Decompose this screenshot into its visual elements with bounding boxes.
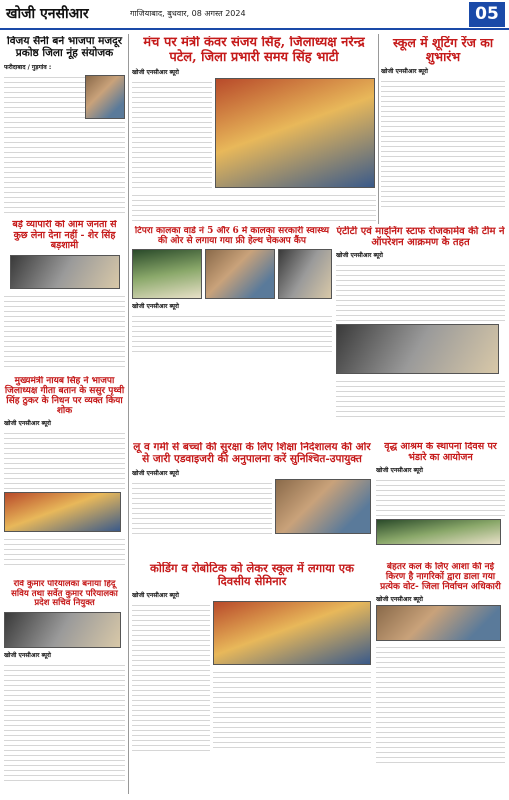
- column-rule: [128, 34, 129, 794]
- bhandara-photo: [376, 519, 501, 545]
- article-shooting-range: [381, 36, 505, 221]
- byline: खोजी एनसीआर ब्यूरो: [376, 596, 423, 604]
- newspaper-brand: खोजी एनसीआर: [6, 6, 89, 22]
- headline: टिपरा कालका वार्ड नं 5 और 6 में कालका सरकारी स्वास्थ्य की ओर से लगाया गया फ्री हेल्थ चेकअप कैंप: [134, 226, 330, 247]
- article-body: [132, 479, 272, 534]
- headline: एंटीटी एवं माइनिंग स्टाफ रोजकामेव की टीम ने ऑपरेशन आक्रमण के तहत: [336, 226, 505, 249]
- headline: विजय सैनी बने भाजपा मजदूर प्रकोष्ठ जिला नूंह संयोजक: [6, 36, 123, 59]
- article-body: [213, 668, 371, 752]
- byline: खोजी एनसीआर ब्यूरो: [132, 69, 179, 77]
- headline: बड़े व्यापारी को आम जनता से कुछ लेना देना नहीं - शेर सिंह बड़शामी: [12, 220, 117, 252]
- article-body: [132, 191, 376, 221]
- article-old-age-home: [376, 442, 505, 557]
- article-body: [132, 78, 212, 188]
- byline: खोजी एनसीआर ब्यूरो: [336, 252, 383, 260]
- headline: रवि कुमार परियालका बनाया हिंदू सविय तथा सर्वेत कुमार परियालका प्रदेश सचिव नियुक्त: [11, 580, 118, 609]
- health-camp-photo: [278, 249, 332, 299]
- byline: खोजी एनसीआर ब्यूरो: [4, 420, 51, 428]
- article-body: [336, 377, 505, 417]
- article-body: [4, 535, 125, 565]
- article-body: [132, 601, 210, 751]
- page-number: 05: [469, 2, 505, 27]
- headline: स्कूल में शूटिंग रेंज का शुभारंभ: [392, 36, 494, 64]
- headline: वृद्ध आश्रम के स्थापना दिवस पर भंडारे का आयोजन: [384, 442, 497, 463]
- article-body: [4, 292, 125, 370]
- article-sanjay-singh: [132, 36, 376, 221]
- article-body: [132, 312, 332, 356]
- headline: मुख्यमंत्री नायब सिंह ने भाजपा जिलाध्यक्ष गीता बतान के ससुर पृथ्वी सिंह ठुकर के निधन पर व्यक्त किया शोक: [4, 376, 125, 417]
- headline: कोडिंग व रोबोटिक को लेकर स्कूल में लगाया एक दिवसीय सेमिनार: [150, 562, 354, 588]
- condolence-photo: [4, 492, 121, 532]
- article-body: [376, 476, 505, 516]
- article-cm-condolence: [4, 376, 125, 576]
- article-heat-advisory: [132, 442, 372, 557]
- article-ravi-kumar: [4, 580, 125, 795]
- article-election-officer: [376, 562, 505, 795]
- article-operation-aakraman: [336, 226, 505, 436]
- article-body: [4, 429, 125, 489]
- article-coding-seminar: [132, 562, 372, 795]
- stage-photo: [215, 78, 375, 188]
- byline: खोजी एनसीआर ब्यूरो: [4, 651, 51, 659]
- article-body: [336, 261, 505, 321]
- article-sher-singh: [4, 220, 125, 370]
- team-photo: [336, 324, 499, 374]
- appointment-photo: [4, 612, 121, 648]
- article-health-camp: [132, 226, 332, 356]
- article-body: [381, 77, 505, 207]
- article-photo: [10, 255, 120, 289]
- officer-photo: [275, 479, 371, 534]
- byline: खोजी एनसीआर ब्यूरो: [376, 467, 423, 475]
- dateline: गाजियाबाद, बुधवार, 08 अगस्त 2024: [130, 9, 246, 18]
- column-rule: [378, 34, 379, 224]
- byline: खोजी एनसीआर ब्यूरो: [132, 591, 179, 599]
- headline: लू व गर्मी से बच्चों की सुरक्षा के लिए शिक्षा निदेशालय की ओर से जारी एडवाइजरी की अनुपालना करें सुनिश्चित-उपायुक्त: [133, 442, 371, 465]
- byline: खोजी एनसीआर ब्यूरो: [132, 469, 179, 477]
- headline: बेहतर कल के लिए आशा की नई किरण है नागरिकों द्वारा डाला गया प्रत्येक वोट- जिला निर्वाचन अधिकारी: [380, 562, 501, 593]
- headline: मंच पर मंत्री कंवर संजय सिंह, जिलाध्यक्ष नरेन्द्र पटेल, जिला प्रभारी समय सिंह भाटी: [143, 36, 365, 65]
- voting-photo: [376, 605, 501, 641]
- byline: खोजी एनसीआर ब्यूरो: [381, 68, 428, 75]
- article-body: [376, 643, 505, 763]
- byline: फरीदाबाद / गुड़गांव :: [4, 63, 52, 71]
- byline: खोजी एनसीआर ब्यूरो: [132, 303, 179, 311]
- article-body: [4, 661, 125, 781]
- masthead: [0, 0, 509, 30]
- seminar-photo: [213, 601, 371, 665]
- portrait-photo: [85, 75, 125, 119]
- health-camp-photo: [132, 249, 202, 299]
- health-camp-photo: [205, 249, 275, 299]
- article-vijay-saini: [4, 36, 125, 216]
